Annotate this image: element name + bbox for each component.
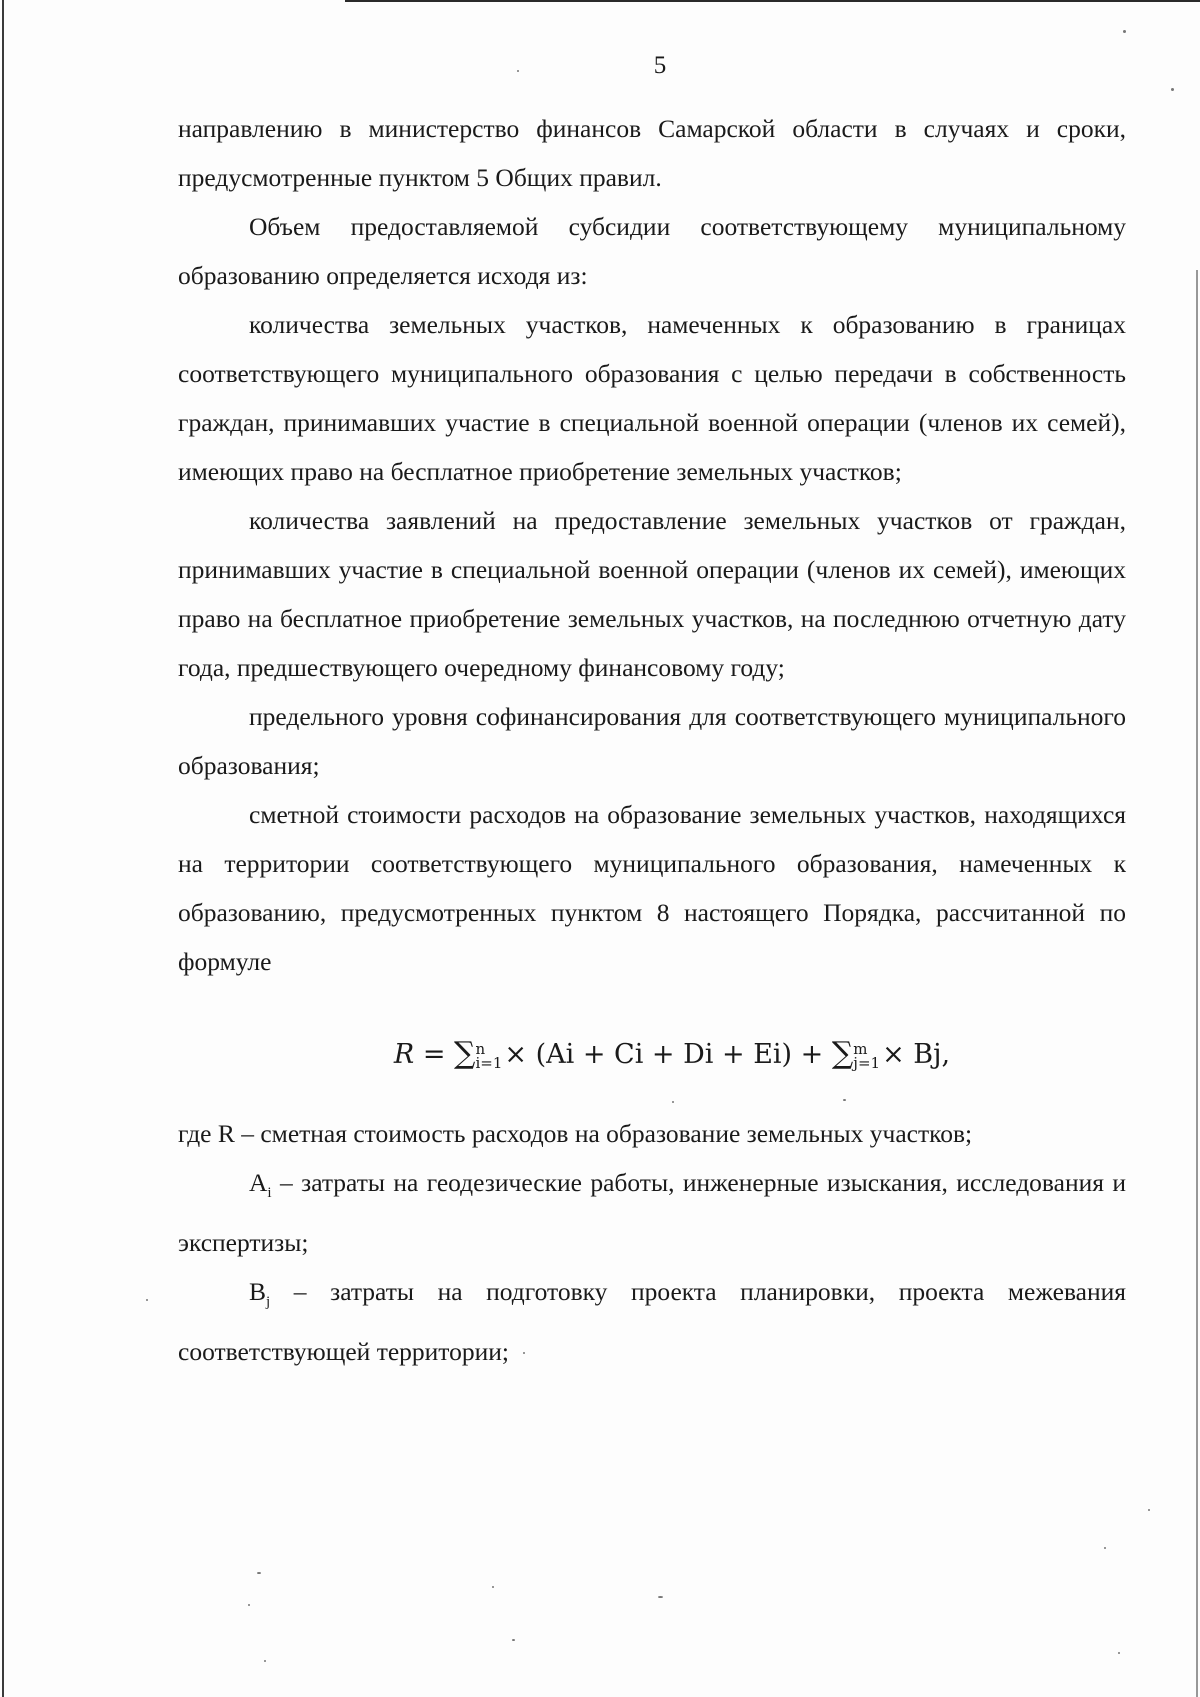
paragraph-applications-count: количества заявлений на предоставление земельных участков от граждан, принимавших участие в специальной военной операции (членов их семей), имеющих право на бесплатное приобретение земельных участков, на последнюю отчетную дату года, предшествующего очередному финансовому году; <box>178 506 1126 682</box>
definition-b-symbol: B <box>249 1277 267 1307</box>
paragraph-continuation: направлению в министерство финансов Самарской области в случаях и сроки, предусмотренные пунктом 5 Общих правил. <box>178 114 1126 192</box>
definition-a-subscript: i <box>267 1185 272 1202</box>
definition-b <box>178 1267 1126 1376</box>
formula-sum-1-upper: n <box>475 1039 486 1058</box>
paragraph-estimated-cost: сметной стоимости расходов на образование земельных участков, находящихся на территории соответствующего муниципального образования, намеченных к образованию, предусмотренных пунктом 8 настоящего Порядка, рассчитанной по формуле <box>178 800 1126 976</box>
formula-sum-1-lower: i=1 <box>475 1053 503 1072</box>
definition-r: где R – сметная стоимость расходов на образование земельных участков; <box>178 1119 973 1148</box>
scan-speck <box>517 70 519 72</box>
scan-speck <box>1123 30 1126 33</box>
scan-speck <box>512 1639 515 1641</box>
cost-formula <box>178 1024 1126 1085</box>
definition-a-symbol: A <box>249 1168 268 1197</box>
scan-speck <box>264 1660 266 1662</box>
formula-term-1: × (Ai + Ci + Di + Ei) + <box>504 1039 832 1070</box>
paragraph-land-plots-count: количества земельных участков, намеченных к образованию в границах соответствующего муниципального образования с целью передачи в собственность граждан, принимавших участие в специальной военной операции (членов их семей), имеющих право на бесплатное приобретение земельных участков; <box>178 310 1126 486</box>
scan-speck <box>146 1299 148 1301</box>
scan-speck <box>257 1572 261 1574</box>
scan-speck <box>248 1604 250 1606</box>
paragraph-cofinancing-level: предельного уровня софинансирования для соответствующего муниципального образования; <box>178 702 1126 780</box>
page-number: 5 <box>653 52 667 79</box>
scan-edge-left <box>2 0 4 1697</box>
formula-sum-2: ∑ <box>831 1036 854 1071</box>
formula-sum-2-limits <box>853 1039 881 1072</box>
definition-a <box>178 1158 1126 1267</box>
scan-speck <box>672 1101 674 1103</box>
formula-lhs: R <box>393 1039 415 1070</box>
formula-sum-1: ∑ <box>454 1036 476 1071</box>
scan-speck <box>843 1099 846 1101</box>
formula-sum-1-limits <box>475 1039 503 1072</box>
scan-speck <box>1118 1652 1120 1654</box>
document-body <box>178 104 1126 1376</box>
definition-b-text: – затраты на подготовку проекта планировки, проекта межевания соответствующей территории; <box>178 1277 1126 1367</box>
scan-speck <box>1148 1509 1150 1511</box>
scan-edge-right <box>1196 270 1198 1697</box>
scan-speck <box>523 1352 525 1354</box>
formula-sum-2-lower: j=1 <box>853 1053 881 1072</box>
definition-b-subscript: j <box>266 1294 271 1311</box>
scan-edge-top <box>345 0 1200 2</box>
formula-sum-2-upper: m <box>853 1039 868 1058</box>
scan-speck <box>658 1596 663 1598</box>
formula-equals: = <box>414 1039 455 1070</box>
definition-a-text: – затраты на геодезические работы, инженерные изыскания, исследования и экспертизы; <box>178 1168 1126 1258</box>
scan-speck <box>1104 1547 1106 1549</box>
scan-speck <box>492 1586 494 1588</box>
scan-speck <box>1171 88 1174 91</box>
paragraph-subsidy-volume: Объем предоставляемой субсидии соответствующему муниципальному образованию определяется исходя из: <box>178 212 1126 290</box>
formula-term-2: × Bj, <box>882 1039 951 1070</box>
